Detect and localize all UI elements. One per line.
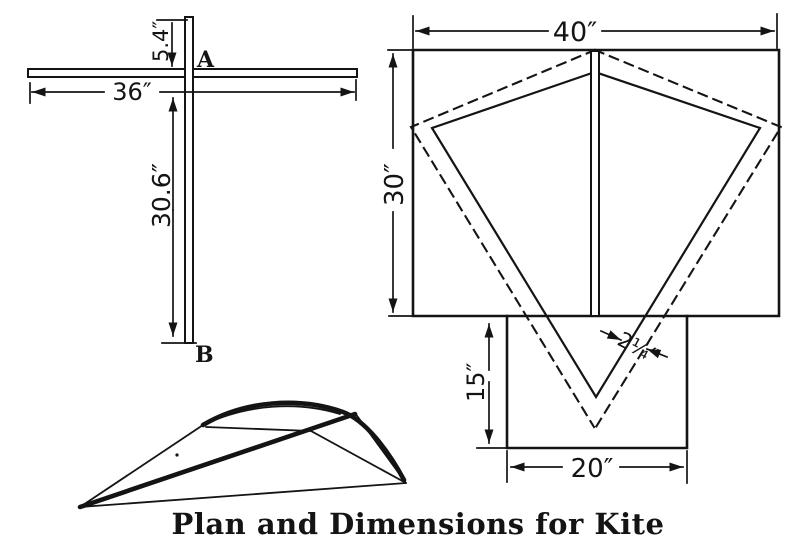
dim-overhang-label: 5.4″ <box>149 20 173 62</box>
sketch-left-edge <box>80 425 203 507</box>
tail-bounding-box <box>507 316 687 448</box>
dim-height-label: 30″ <box>380 163 410 206</box>
dim-tail-width-label: 20″ <box>570 454 614 484</box>
spine-stick <box>185 17 193 343</box>
joint-b-label: B <box>195 342 214 368</box>
spar-cross-diagram <box>28 17 357 368</box>
sketch-bottom-edge <box>80 483 406 507</box>
plan-spine-stick <box>591 51 599 316</box>
dim-tail-height-label: 15″ <box>462 362 490 402</box>
kite-perspective-sketch <box>80 403 406 507</box>
dim-hem-gap-label: 2¼″ <box>613 327 662 368</box>
dim-crossbar-label: 36″ <box>112 78 152 106</box>
dim-spine-label: 30.6″ <box>147 162 176 228</box>
joint-a-label: A <box>197 47 215 73</box>
kite-plan-diagram <box>380 14 781 484</box>
ink-speck <box>175 453 178 456</box>
figure-caption: Plan and Dimensions for Kite <box>171 507 665 541</box>
dim-width-label: 40″ <box>552 17 598 48</box>
sketch-right-edge <box>355 413 406 483</box>
